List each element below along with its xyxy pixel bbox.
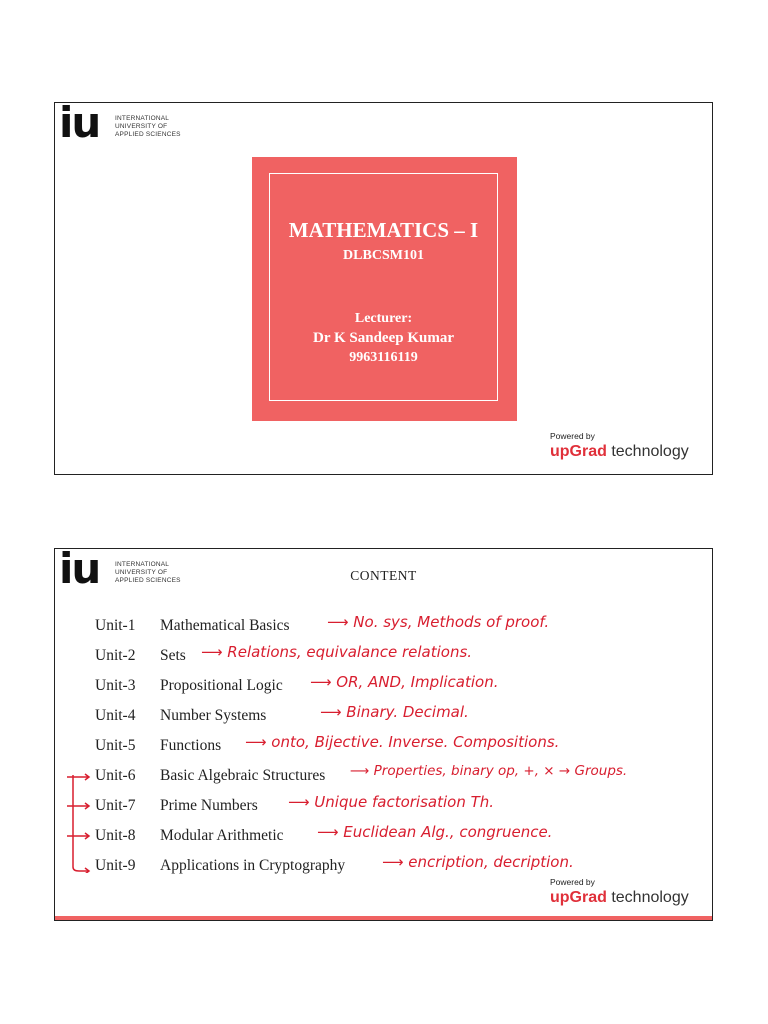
- arrow-icon: ⟶: [327, 613, 349, 631]
- unit-number: Unit-5: [95, 737, 136, 754]
- iu-logo-mark: iu: [59, 548, 100, 593]
- content-heading: CONTENT: [350, 568, 417, 583]
- unit-number: Unit-4: [95, 707, 136, 724]
- logo-line-2: UNIVERSITY OF: [115, 123, 168, 130]
- footer-bar: [55, 916, 712, 920]
- course-title: MATHEMATICS – I: [288, 218, 479, 242]
- unit-name: Prime Numbers: [160, 797, 258, 814]
- arrow-icon: ⟶: [310, 673, 332, 691]
- unit-name: Sets: [160, 647, 186, 664]
- unit-name: Applications in Cryptography: [160, 857, 346, 874]
- title-frame: [269, 173, 498, 401]
- arrow-icon: ⟶: [288, 793, 310, 811]
- logo-line-1: INTERNATIONAL: [115, 561, 170, 568]
- logo-line-1: INTERNATIONAL: [115, 115, 170, 122]
- upgrad-brand: upGrad: [550, 889, 607, 906]
- lecturer-phone: 9963116119: [349, 350, 418, 365]
- note-text: No. sys, Methods of proof.: [353, 613, 550, 631]
- unit-name: Mathematical Basics: [160, 617, 290, 634]
- note-text: Properties, binary op, +, × → Groups.: [373, 763, 628, 779]
- unit-note: [382, 853, 574, 871]
- upgrad-logo: [550, 443, 689, 461]
- note-text: encription, decription.: [408, 853, 574, 871]
- content-slide: [54, 548, 713, 921]
- unit-number: Unit-3: [95, 677, 136, 694]
- unit-name: Basic Algebraic Structures: [160, 767, 326, 784]
- unit-note: [245, 733, 559, 751]
- note-text: Relations, equivalance relations.: [227, 643, 473, 661]
- bracket-annotation: [67, 773, 91, 873]
- arrow-icon: ⟶: [245, 733, 267, 751]
- lecturer-name: Dr K Sandeep Kumar: [313, 330, 454, 346]
- arrow-icon: ⟶: [201, 643, 223, 661]
- logo-line-2: UNIVERSITY OF: [115, 569, 168, 576]
- powered-by-label: Powered by: [550, 877, 595, 887]
- unit-note: [350, 763, 627, 779]
- unit-name: Modular Arithmetic: [160, 827, 284, 844]
- unit-note: [201, 643, 472, 661]
- unit-note: [320, 703, 469, 721]
- upgrad-logo: [550, 889, 689, 907]
- unit-note: [288, 793, 494, 811]
- arrow-icon: ⟶: [317, 823, 339, 841]
- unit-number: Unit-7: [95, 797, 136, 814]
- iu-logo-text: [115, 115, 181, 139]
- unit-note: [310, 673, 498, 691]
- lecturer-label: Lecturer:: [354, 311, 413, 326]
- unit-name: Propositional Logic: [160, 677, 283, 694]
- arrow-icon: ⟶: [320, 703, 342, 721]
- note-text: onto, Bijective. Inverse. Compositions.: [271, 733, 560, 751]
- course-code: DLBCSM101: [343, 248, 424, 263]
- note-text: Binary. Decimal.: [346, 703, 469, 721]
- logo-line-3: APPLIED SCIENCES: [115, 131, 181, 138]
- note-text: Euclidean Alg., congruence.: [343, 823, 553, 841]
- arrow-icon: ⟶: [350, 763, 370, 779]
- logo-line-3: APPLIED SCIENCES: [115, 577, 181, 584]
- unit-number: Unit-1: [95, 617, 136, 634]
- unit-name: Number Systems: [160, 707, 267, 724]
- title-slide: [54, 102, 713, 475]
- upgrad-brand-suffix: technology: [606, 443, 689, 460]
- unit-name: Functions: [160, 737, 222, 754]
- unit-number: Unit-2: [95, 647, 136, 664]
- arrow-icon: ⟶: [382, 853, 404, 871]
- note-text: OR, AND, Implication.: [336, 673, 499, 691]
- title-box: [252, 157, 517, 421]
- upgrad-brand: upGrad: [550, 443, 607, 460]
- note-text: Unique factorisation Th.: [314, 793, 495, 811]
- unit-note: [317, 823, 552, 841]
- iu-logo-mark: iu: [59, 102, 100, 147]
- unit-note: [327, 613, 549, 631]
- upgrad-brand-suffix: technology: [606, 889, 689, 906]
- unit-number: Unit-6: [95, 767, 136, 784]
- unit-number: Unit-9: [95, 857, 136, 874]
- powered-by-label: Powered by: [550, 431, 595, 441]
- unit-number: Unit-8: [95, 827, 136, 844]
